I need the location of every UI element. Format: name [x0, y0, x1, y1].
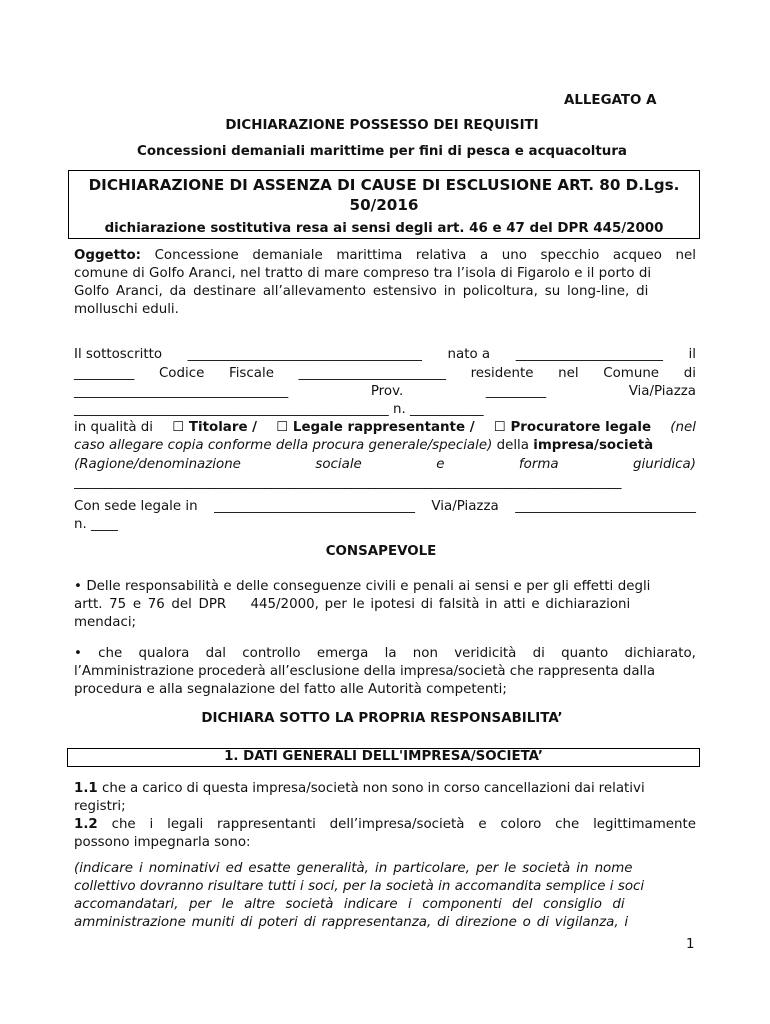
word: emerga — [316, 646, 369, 661]
word: controllo — [242, 646, 301, 661]
note-nel-caso: (nel — [670, 420, 696, 435]
word: che — [555, 817, 580, 832]
bullet1-line3: mendaci; — [74, 615, 137, 630]
blank-nome[interactable]: ___________________________________ — [187, 347, 422, 362]
p11-line1 — [74, 779, 696, 798]
label-di: di — [683, 366, 696, 381]
word: sociale — [315, 457, 362, 472]
label-della: della — [496, 438, 529, 453]
word: marittima — [336, 248, 403, 263]
word: a — [479, 248, 489, 263]
oggetto-line1 — [74, 246, 696, 265]
label-nato: nato a — [447, 347, 491, 362]
bullet1-text: 445/2000, per le ipotesi di falsità in atti e dichiarazioni — [250, 597, 631, 612]
word: forma — [518, 457, 559, 472]
form-line-procura — [74, 436, 696, 455]
word: Concessione — [154, 248, 239, 263]
word: • — [74, 646, 82, 661]
bullet2-line2: l’Amministrazione procederà all’esclusione della impresa/società che rappresenta dalla — [74, 664, 656, 679]
label-residente: residente — [470, 366, 534, 381]
oggetto-line4: molluschi eduli. — [74, 302, 179, 317]
form-line-prov — [74, 382, 696, 401]
word: giuridica) — [633, 457, 696, 472]
italic-note-line1: (indicare i nominativi ed esatte generalità, in particolare, per le società in nome — [74, 861, 633, 876]
word: la — [384, 646, 397, 661]
word: acqueo — [612, 248, 662, 263]
word: e — [478, 817, 487, 832]
word: (Ragione/denominazione — [74, 457, 241, 472]
word: dichiarato, — [624, 646, 696, 661]
bullet1-line1: • Delle responsabilità e delle conseguenze civili e penali ai sensi e per gli effetti degli — [74, 579, 651, 594]
oggetto-label: Oggetto: — [74, 248, 141, 263]
label-via-sede: Via/Piazza — [431, 499, 499, 514]
word: coloro — [500, 817, 542, 832]
blank-sede[interactable]: ______________________________ — [214, 499, 415, 514]
word: che — [98, 646, 123, 661]
document-title: DICHIARAZIONE POSSESSO DEI REQUISITI — [225, 118, 539, 133]
form-line-sede — [74, 497, 696, 516]
document-subtitle: Concessioni demaniali marittime per fini di pesca e acquacoltura — [137, 144, 627, 159]
word: rappresentanti — [217, 817, 316, 832]
word: legittimamente — [593, 817, 696, 832]
form-line-codice — [74, 364, 696, 383]
bullet1-ref: artt. 75 e 76 del DPR — [74, 597, 227, 612]
p11-line2: registri; — [74, 799, 126, 814]
label-nel: nel — [558, 366, 579, 381]
checkbox-legale-rappresentante[interactable]: ☐ Legale rappresentante / — [276, 420, 475, 435]
page-number: 1 — [686, 937, 695, 952]
label-comune: Comune — [603, 366, 660, 381]
box-title-line2: 50/2016 — [349, 196, 419, 214]
blank-ragione-sociale[interactable]: _________________________________________________________________________________________ — [74, 475, 621, 490]
p11-text: che a carico di questa impresa/società non sono in corso cancellazioni dai relativi — [102, 781, 645, 796]
word: non — [412, 646, 438, 661]
word: che — [111, 817, 136, 832]
word: uno — [501, 248, 527, 263]
p12-line2: possono impegnarla sono: — [74, 835, 251, 850]
p12-number: 1.2 — [74, 817, 98, 832]
blank-civico[interactable]: ___________ — [409, 402, 484, 417]
word: qualora — [138, 646, 190, 661]
word: dell’impresa/società — [329, 817, 465, 832]
label-impresa: impresa/società — [533, 438, 654, 453]
label-n-sede: n. — [74, 517, 87, 532]
blank-data-nascita[interactable]: _________ — [74, 366, 135, 381]
oggetto-line2: comune di Golfo Aranci, nel tratto di mare compreso tra l’isola di Figarolo e il porto di — [74, 266, 652, 281]
box-subtitle: dichiarazione sostitutiva resa ai sensi degli art. 46 e 47 del DPR 445/2000 — [104, 221, 664, 236]
consapevole-heading: CONSAPEVOLE — [325, 544, 437, 559]
form-line-indirizzo — [74, 400, 696, 419]
checkbox-titolare[interactable]: ☐ Titolare / — [172, 420, 258, 435]
word: di — [532, 646, 545, 661]
allegato-label: ALLEGATO A — [564, 93, 657, 108]
form-line-sottoscritto — [74, 345, 696, 364]
word: i — [149, 817, 154, 832]
dichiara-heading: DICHIARA SOTTO LA PROPRIA RESPONSABILITA’ — [201, 711, 563, 726]
word: legali — [167, 817, 204, 832]
label-sottoscritto: Il sottoscritto — [74, 347, 163, 362]
blank-comune[interactable]: ________________________________ — [74, 384, 289, 399]
form-line-qualita — [74, 418, 696, 437]
blank-luogo-nascita[interactable]: ______________________ — [515, 347, 663, 362]
word: veridicità — [454, 646, 517, 661]
box-title-line1: DICHIARAZIONE DI ASSENZA DI CAUSE DI ESCLUSIONE ART. 80 D.Lgs. — [88, 176, 680, 194]
blank-codice-fiscale[interactable]: ______________________ — [298, 366, 446, 381]
label-prov: Prov. — [370, 384, 404, 399]
section1-title: 1. DATI GENERALI DELL'IMPRESA/SOCIETA’ — [224, 749, 543, 764]
label-qualita: in qualità di — [74, 420, 154, 435]
word: e — [436, 457, 445, 472]
blank-prov[interactable]: _________ — [485, 384, 547, 399]
blank-civico-sede[interactable]: ____ — [91, 517, 118, 532]
p11-number: 1.1 — [74, 781, 98, 796]
label-codice: Codice — [158, 366, 205, 381]
word: dal — [205, 646, 227, 661]
italic-note-line3: accomandatari, per le altre società indicare i componenti del consiglio di — [74, 897, 625, 912]
label-via: Via/Piazza — [628, 384, 696, 399]
word: specchio — [540, 248, 600, 263]
blank-via-sede[interactable]: ___________________________ — [515, 499, 696, 514]
note-procura: caso allegare copia conforme della procura generale/speciale) — [74, 438, 493, 453]
oggetto-line3: Golfo Aranci, da destinare all’allevamento estensivo in policoltura, su long-line, di — [74, 284, 649, 299]
p12-line1 — [74, 815, 696, 834]
word: relativa — [415, 248, 467, 263]
label-n: n. — [392, 402, 406, 417]
word: nel — [675, 248, 696, 263]
bullet2-line1 — [74, 644, 696, 663]
label-fiscale: Fiscale — [228, 366, 274, 381]
label-il: il — [688, 347, 696, 362]
form-line-n — [74, 515, 696, 534]
bullet1-line2 — [74, 595, 696, 614]
bullet2-line3: procedura e alla segnalazione del fatto alle Autorità competenti; — [74, 682, 507, 697]
label-sede: Con sede legale in — [74, 499, 198, 514]
blank-indirizzo[interactable]: _______________________________________________ — [74, 402, 389, 417]
word: quanto — [561, 646, 609, 661]
word: demaniale — [252, 248, 323, 263]
italic-note-line2: collettivo dovranno risultare tutti i soci, per la società in accomandita semplice i soci — [74, 879, 645, 894]
checkbox-procuratore[interactable]: ☐ Procuratore legale — [493, 420, 652, 435]
italic-note-line4: amministrazione muniti di poteri di rappresentanza, di direzione o di vigilanza, i — [74, 915, 629, 930]
form-line-ragione — [74, 455, 696, 474]
